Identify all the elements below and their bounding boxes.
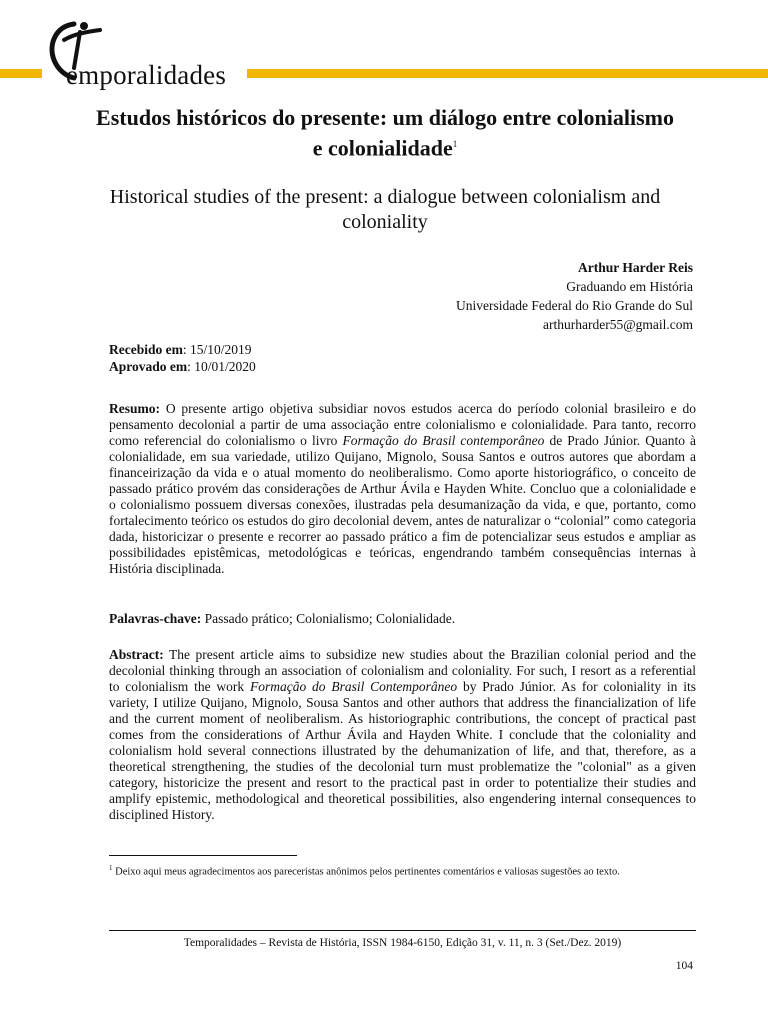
author-name: Arthur Harder Reis xyxy=(578,260,693,275)
logo-text: emporalidades xyxy=(66,60,227,90)
resumo-text-2: de Prado Júnior. Quanto à colonialidade, em sua variedade, utilizo Quijano, Mignolo, Sousa Santos e outros autores que abordam a financeirização da vida e o atual momento do neoliberalismo. Como aporte historiográfico, o conceito de passado prático provém das considerações de Arthur Ávila e Hayden White. Concluo que a colonialidade e o colonialismo possuem diversas conexões, ilustradas pela desumanização da vida, e que, portanto, como fortalecimento teórico os estudos do giro decolonial devem, antes de naturalizar o “colonial” como categoria dada, historicizar o presente e recorrer ao passado prático a fim de potencializar seus estudos e ampliar as possibilidades epistêmicas, metodológicas e teóricas, engendrando também consequências internas à História disciplinada. xyxy=(109,433,696,576)
title-pt-text: Estudos históricos do presente: um diálogo entre colonialismo e colonialidade xyxy=(96,105,674,161)
abstract-label: Abstract: xyxy=(109,647,164,662)
abstract-paragraph xyxy=(109,647,696,823)
resumo-paragraph xyxy=(109,401,696,577)
footnote-mark: 1 xyxy=(109,864,113,872)
author-email[interactable]: arthurharder55@gmail.com xyxy=(542,317,693,332)
abstract-text-1: The present article aims to subsidize new studies about the Brazilian colonial period and the decolonial thinking through an association of colonialism and coloniality. For such, I resort as a referential to colonialism the work xyxy=(109,647,696,694)
resumo-label: Resumo: xyxy=(109,401,160,416)
author-block xyxy=(456,258,693,334)
footer-divider xyxy=(109,930,696,931)
resumo-book-title: Formação do Brasil contemporâneo xyxy=(342,433,545,448)
keywords-label: Palavras-chave: xyxy=(109,611,202,626)
abstract-book-title: Formação do Brasil Contemporâneo xyxy=(249,679,458,694)
footnote-divider xyxy=(109,855,297,856)
title-footnote-mark: 1 xyxy=(452,139,458,149)
abstract-text-2: by Prado Júnior. As for coloniality in its variety, I utilize Quijano, Mignolo, Sousa Santos and other authors that address the financialization of life and the current moment of neoliberalism. As historiographic contributions, the concept of practical past comes from the considerations of Arthur Ávila and Hayden White. I conclude that the coloniality and colonialism hold several connections illustrated by the dehumanization of life, and that, therefore, as a theoretical strengthening, the studies of the decolonial turn must problematize the "colonial" as a given category, historicize the present and resort to the practical past in order to potentialize their studies and amplify epistemic, methodological and theoretical possibilities, also engendering internal consequences to disciplined History. xyxy=(109,679,696,822)
header-accent-bar-left xyxy=(0,69,42,78)
header-accent-bar-right xyxy=(247,69,768,78)
received-date: : 15/10/2019 xyxy=(182,342,252,357)
resumo-text-1: O presente artigo objetiva subsidiar novos estudos acerca do período colonial brasileiro e do pensamento decolonial a partir de uma associação entre colonialismo e colonialidade. Para tanto, recorro como referencial do colonialismo o livro xyxy=(109,401,696,448)
author-role: Graduando em História xyxy=(566,279,693,294)
dates-block xyxy=(109,341,256,375)
received-label: Recebido em xyxy=(109,342,183,357)
approved-date: : 10/01/2020 xyxy=(187,359,256,374)
page-number: 104 xyxy=(675,960,693,972)
author-institution: Universidade Federal do Rio Grande do Sul xyxy=(456,298,693,313)
keywords-text: Passado prático; Colonialismo; Colonialidade. xyxy=(201,611,456,626)
article-title-pt xyxy=(90,104,680,161)
keywords-pt xyxy=(109,611,696,627)
journal-logo xyxy=(44,18,254,88)
footnote-text: Deixo aqui meus agradecimentos aos pareceristas anônimos pelos pertinentes comentários e valiosas sugestões ao texto. xyxy=(112,866,620,878)
journal-citation: Temporalidades – Revista de História, ISSN 1984-6150, Edição 31, v. 11, n. 3 (Set./Dez. 2019) xyxy=(183,937,622,949)
article-title-en: Historical studies of the present: a dialogue between colonialism and coloniality xyxy=(109,186,661,233)
footnote xyxy=(109,861,696,880)
approved-label: Aprovado em xyxy=(109,359,188,374)
